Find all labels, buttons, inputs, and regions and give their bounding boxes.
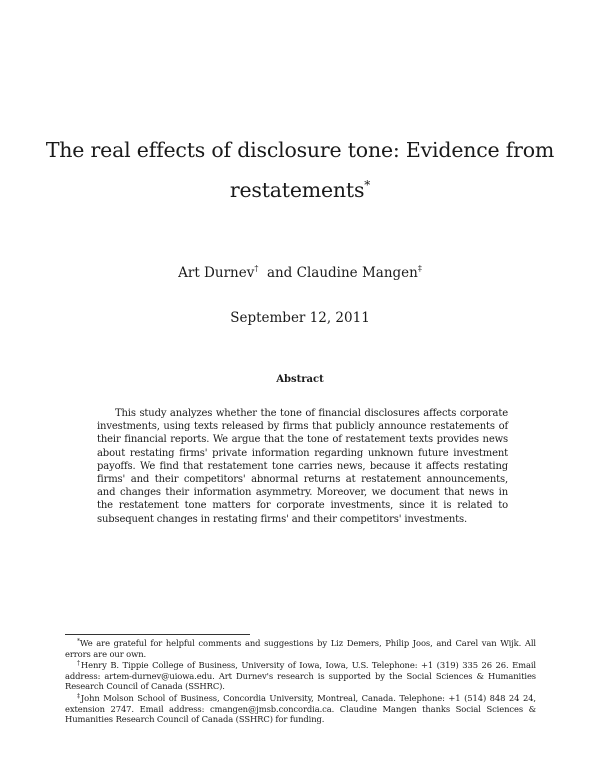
footnote-mark: † xyxy=(77,660,81,668)
paper-title-line-1: The real effects of disclosure tone: Evidence from xyxy=(45,138,555,162)
author-connector: and xyxy=(266,265,293,281)
footnote-mark: * xyxy=(77,638,80,645)
title-footnote-mark: * xyxy=(364,178,371,192)
abstract-heading: Abstract xyxy=(276,374,324,385)
footnote xyxy=(65,692,536,725)
paper-title-line-2-text: restatements xyxy=(229,178,365,202)
publication-date: September 12, 2011 xyxy=(230,310,370,326)
footnote xyxy=(65,637,536,659)
footnote-mark: ‡ xyxy=(77,692,81,700)
author-name: Art Durnev xyxy=(178,265,255,281)
author-footnote-mark: † xyxy=(254,264,259,273)
paper-title-line-2 xyxy=(0,178,600,202)
author-list xyxy=(0,264,600,281)
author-name: Claudine Mangen xyxy=(296,265,418,281)
abstract-body: This study analyzes whether the tone of financial disclosures affects corporate investments, using texts released by firms that publicly announce restatements of their financial reports. We argue that the tone of restatement texts provides news about restating firms' private information regarding unknown future investment payoffs. We find that restatement tone carries news, because it affects restating firms' and their competitors' abnormal returns at restatement announcements, and changes their information asymmetry. Moreover, we document that news in the restatement tone matters for corporate investments, since it is related to subsequent changes in restating firms' and their competitors' investments. xyxy=(97,408,508,525)
footnote-text: John Molson School of Business, Concordia University, Montreal, Canada. Telephone: +1 (514) 848 24 24, extension 2747. Email address: cmangen@jmsb.concordia.ca. Claudine Mangen thanks Social Sciences & Humanities Research Council of Canada (SSHRC) for funding. xyxy=(65,692,536,725)
footnote-text: We are grateful for helpful comments and suggestions by Liz Demers, Philip Joos, and Carel van Wijk. All errors are our own. xyxy=(65,638,536,659)
footnotes xyxy=(65,637,536,725)
author-footnote-mark: ‡ xyxy=(417,264,422,273)
footnote-divider xyxy=(65,634,250,635)
footnote xyxy=(65,659,536,692)
footnote-text: Henry B. Tippie College of Business, University of Iowa, Iowa, U.S. Telephone: +1 (319) 335 26 26. Email address: artem-durnev@uiowa.edu. Art Durnev's research is supported by the Social Sciences & Humanities Research Council of Canada (SSHRC). xyxy=(65,660,536,692)
